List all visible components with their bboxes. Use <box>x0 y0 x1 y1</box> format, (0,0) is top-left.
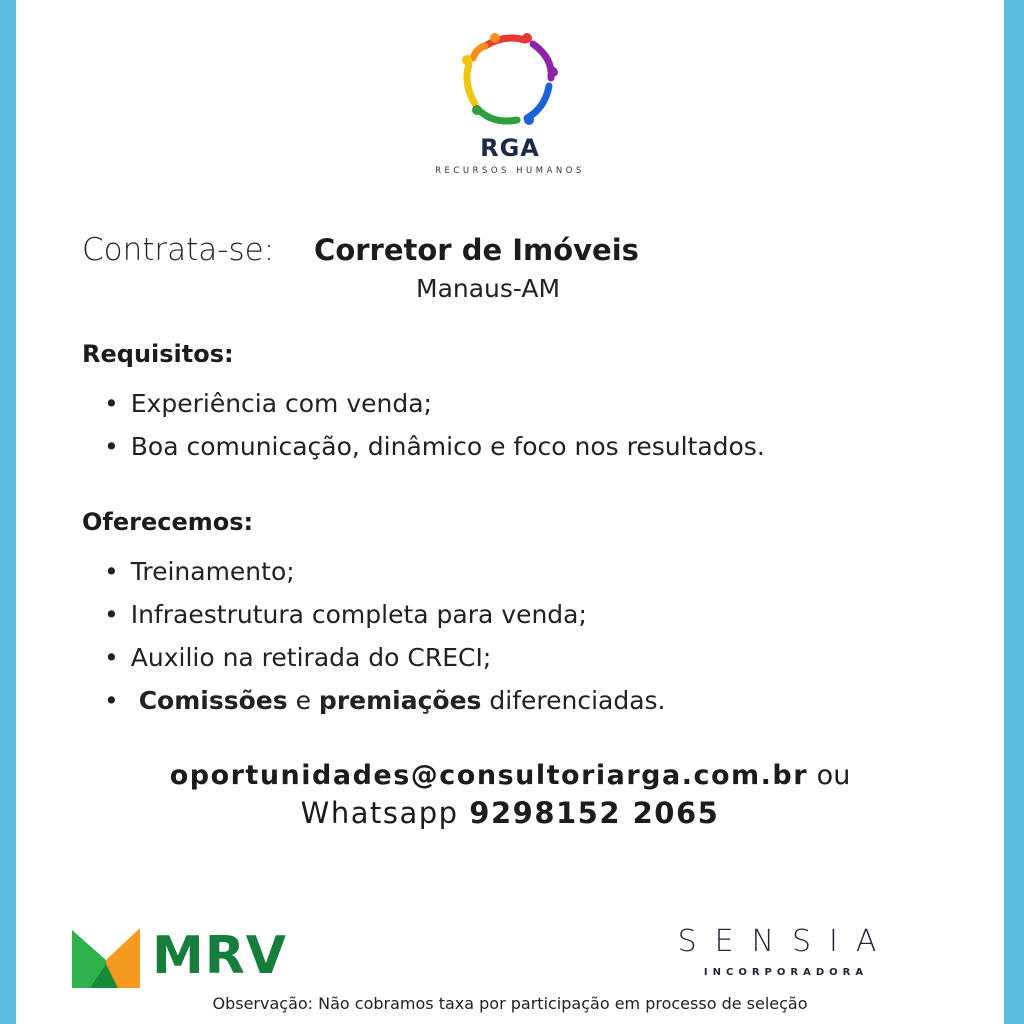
rest-label: diferenciadas. <box>489 686 666 715</box>
people-circle-logo-icon <box>455 28 565 128</box>
whatsapp-label: Whatsapp <box>300 796 459 830</box>
list-item <box>104 679 666 722</box>
contact-phone-line <box>16 796 1004 830</box>
mrv-mark-icon <box>72 924 140 988</box>
commissions-label: Comissões <box>138 686 288 715</box>
phone-number[interactable]: 9298152 2065 <box>469 796 720 830</box>
requirements-list <box>104 382 765 468</box>
headline-lead: Contrata-se: <box>82 232 275 268</box>
footer-note: Observação: Não cobramos taxa por participação em processo de seleção <box>212 994 808 1013</box>
job-city: Manaus-AM <box>416 274 561 303</box>
sensia-name: SENSIA <box>677 924 895 959</box>
list-item: • Infraestrutura completa para venda; <box>104 593 666 636</box>
logo-title: RGA <box>480 134 540 162</box>
sensia-logo <box>636 924 936 978</box>
contact-or: ou <box>816 760 851 791</box>
headline <box>82 232 639 268</box>
sensia-subtitle: INCORPORADORA <box>703 967 869 978</box>
job-ad-card <box>16 0 1004 1024</box>
offers-title: Oferecemos: <box>82 508 254 536</box>
conjunction: e <box>295 686 311 715</box>
contact-email[interactable]: oportunidades@consultoriarga.com.br <box>169 760 809 791</box>
mrv-text: MRV <box>152 926 288 986</box>
awards-label: premiações <box>318 686 482 715</box>
list-item: • Treinamento; <box>104 550 666 593</box>
logo-subtitle: RECURSOS HUMANOS <box>435 166 585 176</box>
list-item: • Boa comunicação, dinâmico e foco nos resultados. <box>104 425 765 468</box>
rga-logo <box>16 28 1004 176</box>
requirements-title: Requisitos: <box>82 340 234 368</box>
mrv-logo <box>72 924 287 988</box>
job-title: Corretor de Imóveis <box>314 233 639 267</box>
list-item: • Experiência com venda; <box>104 382 765 425</box>
contact-email-line <box>16 760 1004 791</box>
offers-list <box>104 550 666 722</box>
list-item: • Auxilio na retirada do CRECI; <box>104 636 666 679</box>
